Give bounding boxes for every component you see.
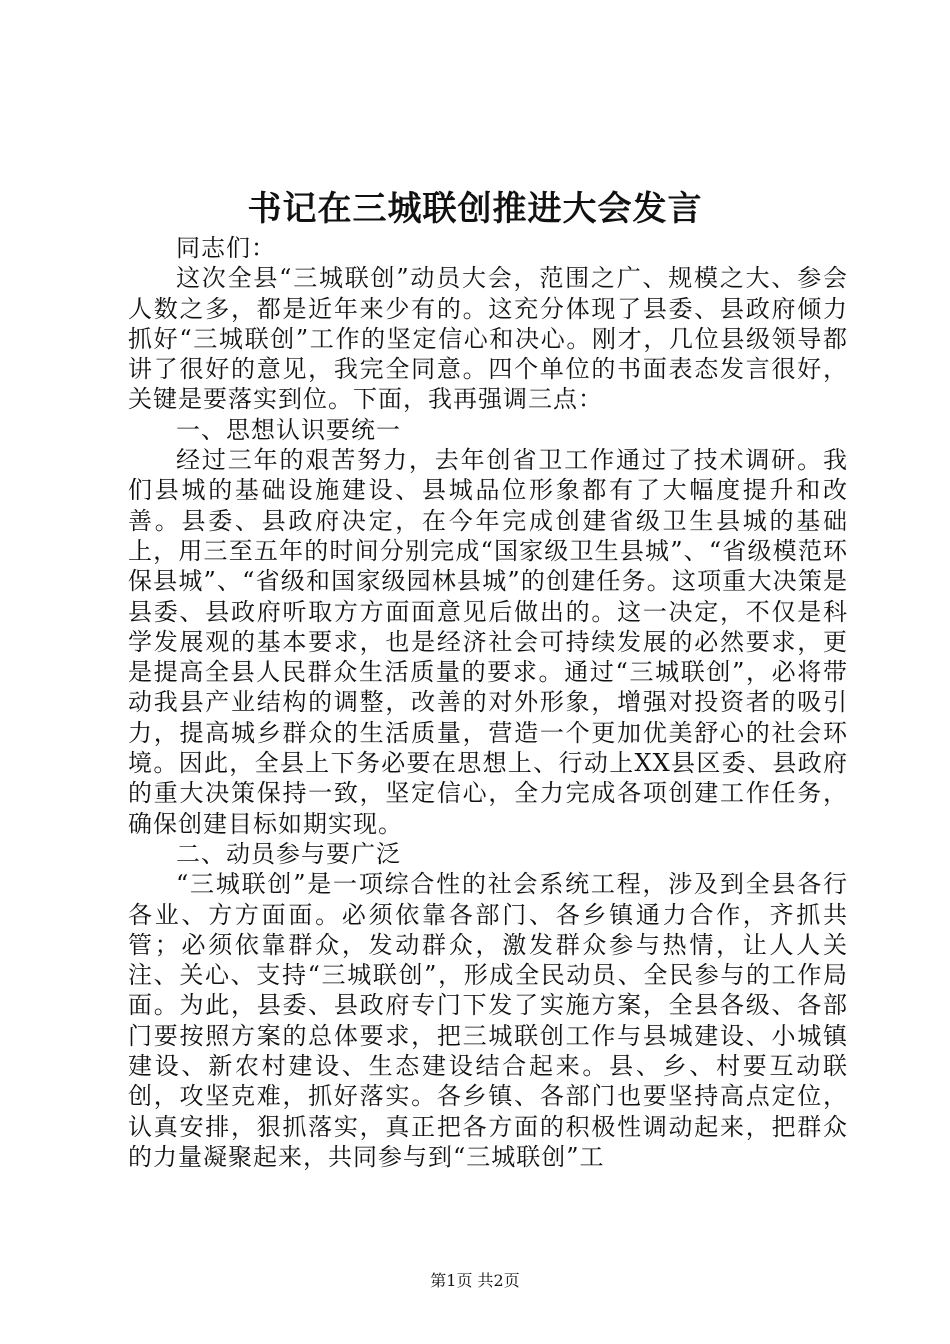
page-footer: 第1页 共2页 (430, 1271, 520, 1290)
document-title: 书记在三城联创推进大会发言 (247, 189, 703, 229)
section-heading-1: 一、思想认识要统一 (176, 415, 401, 444)
salutation: 同志们： (176, 234, 276, 262)
section-heading-2: 二、动员参与要广泛 (176, 839, 401, 868)
paragraph-section-2: “三城联创”是一项综合性的社会系统工程，涉及到全县各行各业、方方面面。必须依靠各部门、各乡镇通力合作，齐抓共管；必须依靠群众，发动群众，激发群众参与热情，让人人关注、关心、支持“三城联创”，形成全民动员、全民参与的工作局面。为此，县委、县政府专门下发了实施方案，全县各级、各部门要按照方案的总体要求，把三城联创工作与县城建设、小城镇建设、新农村建设、生态建设结合起来。县、乡、村要互动联创，攻坚克难，抓好落实。各乡镇、各部门也要坚持高点定位，认真安排，狠抓落实，真正把各方面的积极性调动起来，把群众的力量凝聚起来，共同参与到“三城联创”工 (128, 870, 848, 1171)
paragraph-section-1: 经过三年的艰苦努力，去年创省卫工作通过了技术调研。我们县城的基础设施建设、县城品位形象都有了大幅度提升和改善。县委、县政府决定，在今年完成创建省级卫生县城的基础上，用三至五年的时间分别完成“国家级卫生县城”、“省级模范环保县城”、“省级和国家级园林县城”的创建任务。这项重大决策是县委、县政府听取方方面面意见后做出的。这一决定，不仅是科学发展观的基本要求，也是经济社会可持续发展的必然要求，更是提高全县人民群众生活质量的要求。通过“三城联创”，必将带动我县产业结构的调整，改善的对外形象，增强对投资者的吸引力，提高城乡群众的生活质量，营造一个更加优美舒心的社会环境。因此，全县上下务必要在思想上、行动上XX县区委、县政府的重大决策保持一致，坚定信心，全力完成各项创建工作任务，确保创建目标如期实现。 (128, 446, 848, 838)
document-body (128, 233, 848, 1172)
paragraph-intro: 这次全县“三城联创”动员大会，范围之广、规模之大、参会人数之多，都是近年来少有的。这充分体现了县委、县政府倾力抓好“三城联创”工作的坚定信心和决心。刚才，几位县级领导都讲了很好的意见，我完全同意。四个单位的书面表态发言很好，关键是要落实到位。下面，我再强调三点： (128, 264, 848, 414)
